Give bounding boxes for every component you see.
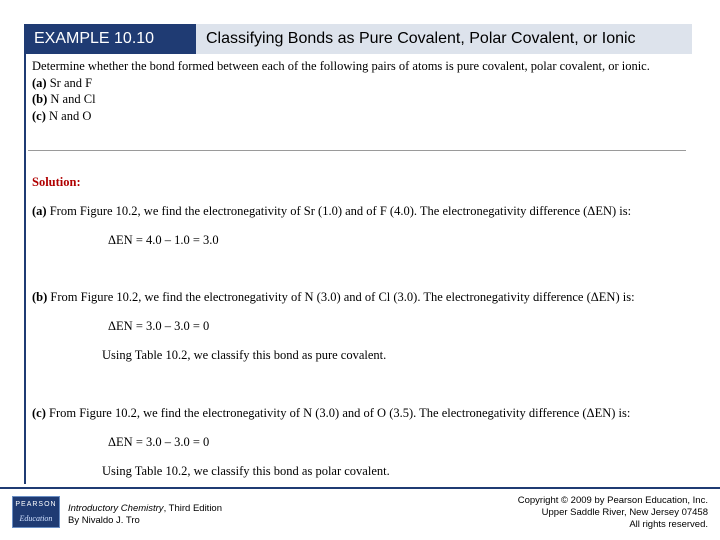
problem-prompt: Determine whether the bond formed between each of the following pairs of atoms is pure covalent, polar covalent, or ionic. (32, 59, 650, 73)
part-tag: (a) (32, 203, 47, 218)
book-title: Introductory Chemistry (68, 503, 164, 514)
item-tag: (c) (32, 108, 46, 123)
item-text: N and O (45, 108, 92, 123)
equation-c: ΔEN = 3.0 – 3.0 = 0 (108, 434, 210, 449)
example-label: EXAMPLE 10.10 (24, 24, 196, 54)
spacer (32, 376, 692, 392)
book-author: By Nivaldo J. Tro (68, 515, 140, 526)
item-tag: (a) (32, 75, 47, 90)
copyright-notice (518, 495, 708, 531)
solution-part-b (32, 289, 692, 306)
part-tag: (b) (32, 290, 48, 304)
problem-item-c (32, 108, 692, 125)
equation-b: ΔEN = 3.0 – 3.0 = 0 (108, 319, 210, 333)
spacer (32, 261, 692, 277)
equation-a: ΔEN = 4.0 – 1.0 = 3.0 (108, 232, 219, 247)
part-tag: (c) (32, 405, 46, 420)
rights-line: All rights reserved. (629, 519, 708, 530)
solution-part-a (32, 203, 692, 220)
part-text: From Figure 10.2, we find the electronegativity of N (3.0) and of O (3.5). The electronegativity difference (ΔEN) is: (45, 405, 631, 420)
conclusion-c: Using Table 10.2, we classify this bond as polar covalent. (102, 463, 390, 478)
book-edition: , Third Edition (163, 503, 223, 514)
problem-item-a (32, 75, 692, 92)
book-citation (68, 503, 222, 527)
footer-rule (0, 487, 720, 489)
example-title: Classifying Bonds as Pure Covalent, Polar Covalent, or Ionic (196, 24, 692, 54)
copyright-line: Copyright © 2009 by Pearson Education, Inc. (517, 495, 708, 506)
item-text: N and Cl (47, 92, 96, 106)
left-accent-rule (24, 24, 26, 484)
solution-part-c (32, 405, 692, 422)
item-tag: (b) (32, 92, 48, 106)
pearson-logo (12, 496, 60, 528)
problem-item-b (32, 91, 692, 108)
solution-section (32, 161, 692, 492)
part-text: From Figure 10.2, we find the electronegativity of N (3.0) and of Cl (3.0). The electronegativity difference (ΔEN) is: (47, 290, 635, 304)
item-text: Sr and F (46, 75, 93, 90)
problem-statement (32, 58, 692, 124)
section-divider (28, 150, 686, 151)
logo-text-bottom: Education (19, 514, 53, 523)
part-text: From Figure 10.2, we find the electronegativity of Sr (1.0) and of F (4.0). The electronegativity difference (ΔEN) is: (46, 203, 632, 218)
conclusion-b: Using Table 10.2, we classify this bond as pure covalent. (102, 348, 387, 362)
solution-heading: Solution: (32, 174, 81, 189)
logo-text-top: PEARSON (15, 501, 57, 508)
publisher-address: Upper Saddle River, New Jersey 07458 (541, 507, 708, 518)
